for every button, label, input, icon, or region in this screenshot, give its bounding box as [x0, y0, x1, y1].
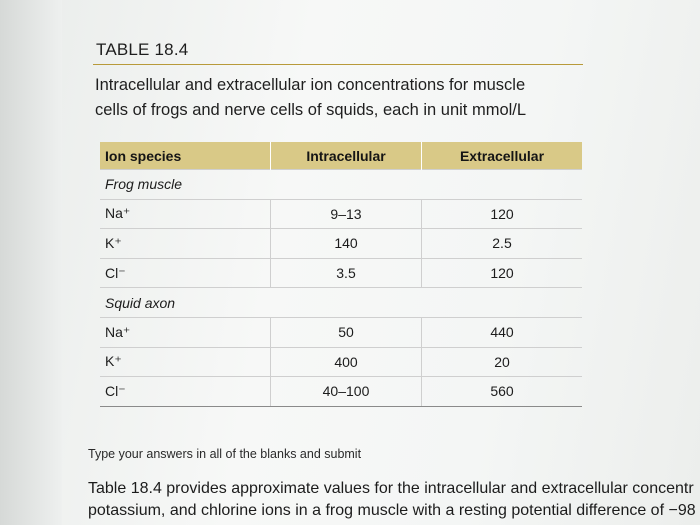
table-row: [100, 347, 582, 377]
header-extracellular: Extracellular: [422, 142, 583, 170]
header-ion-species: Ion species: [100, 142, 271, 170]
caption-line-2: cells of frogs and nerve cells of squids, each in unit mmol/L: [95, 101, 527, 119]
question-text: [88, 478, 700, 522]
table-row: [100, 377, 582, 407]
ion-cell: K⁺: [100, 229, 271, 259]
ion-cell: K⁺: [100, 347, 271, 377]
table-row: [100, 317, 582, 347]
extracellular-cell: 440: [422, 317, 583, 347]
question-line-1: Table 18.4 provides approximate values for the intracellular and extracellular concentr: [88, 480, 694, 497]
intracellular-cell: 400: [271, 347, 422, 377]
question-line-2: potassium, and chlorine ions in a frog muscle with a resting potential difference of −98: [88, 502, 696, 519]
extracellular-cell: 120: [422, 199, 583, 229]
ion-concentration-table: [100, 142, 582, 407]
table-row: [100, 258, 582, 288]
table-row: [100, 199, 582, 229]
title-divider: [93, 64, 583, 65]
table-header-row: [100, 142, 582, 170]
ion-cell: Cl⁻: [100, 258, 271, 288]
header-intracellular: Intracellular: [271, 142, 422, 170]
ion-cell: Na⁺: [100, 199, 271, 229]
group-row-frog-muscle: [100, 170, 582, 200]
extracellular-cell: 120: [422, 258, 583, 288]
table-label: TABLE 18.4: [96, 40, 189, 59]
group-label: Frog muscle: [100, 170, 582, 200]
intracellular-cell: 3.5: [271, 258, 422, 288]
table-caption: [95, 73, 595, 123]
table-row: [100, 229, 582, 259]
intracellular-cell: 50: [271, 317, 422, 347]
ion-cell: Na⁺: [100, 317, 271, 347]
extracellular-cell: 560: [422, 377, 583, 407]
page-shadow: [0, 0, 62, 525]
intracellular-cell: 40–100: [271, 377, 422, 407]
extracellular-cell: 2.5: [422, 229, 583, 259]
caption-line-1: Intracellular and extracellular ion concentrations for muscle: [95, 76, 526, 94]
intracellular-cell: 9–13: [271, 199, 422, 229]
extracellular-cell: 20: [422, 347, 583, 377]
intracellular-cell: 140: [271, 229, 422, 259]
group-label: Squid axon: [100, 288, 582, 318]
instructions-text: Type your answers in all of the blanks and submit: [88, 447, 362, 461]
ion-cell: Cl⁻: [100, 377, 271, 407]
group-row-squid-axon: [100, 288, 582, 318]
